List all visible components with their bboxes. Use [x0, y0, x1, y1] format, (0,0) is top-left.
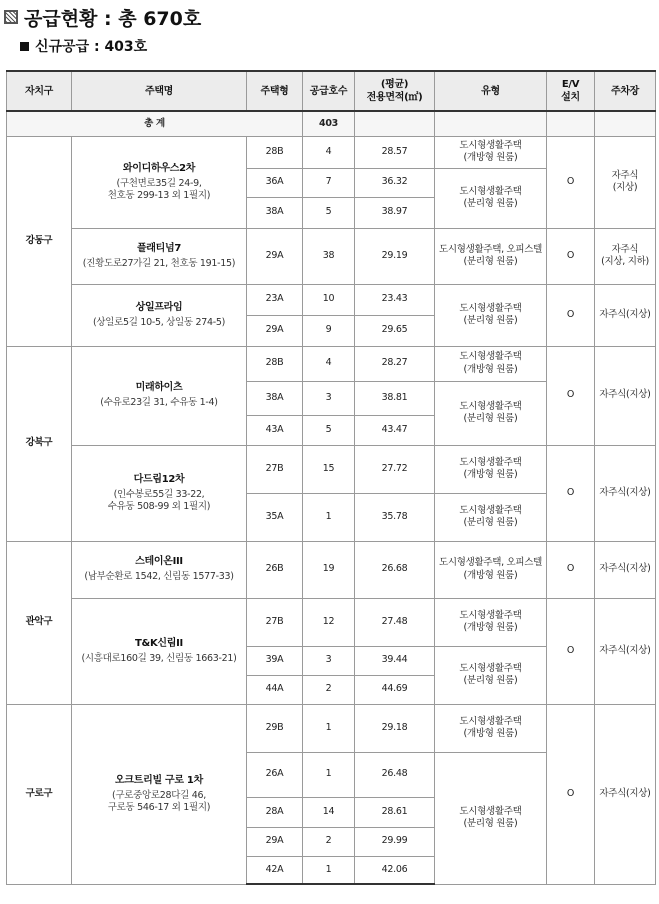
house-type-cell: 29A [247, 228, 303, 284]
category-line: (개방형 원룸) [463, 469, 518, 480]
supply-count-cell: 3 [303, 381, 355, 415]
table-row [7, 541, 656, 598]
parking-line: 자주식 [611, 169, 639, 181]
district-cell: 구로구 [7, 704, 72, 884]
house-type-cell: 23A [247, 284, 303, 315]
area-cell: 44.69 [355, 675, 435, 704]
parking-line: 자주식(지상) [599, 308, 651, 320]
supply-count-cell: 2 [303, 675, 355, 704]
parking-cell [595, 346, 656, 445]
area-cell: 23.43 [355, 284, 435, 315]
house-name-cell [72, 284, 247, 346]
table-row [7, 284, 656, 315]
house-address: (수유로23길 31, 수유동 1-4) [100, 397, 218, 409]
house-type-cell: 26B [247, 541, 303, 598]
header-ev [547, 71, 595, 111]
total-count: 403 [303, 111, 355, 136]
house-type-cell: 42A [247, 856, 303, 884]
section-subtitle-text: 신규공급 : 403호 [35, 39, 148, 55]
header-district: 자치구 [7, 71, 72, 111]
header-row [7, 71, 656, 111]
table-row [7, 136, 656, 168]
table-row [7, 445, 656, 493]
house-name: 상일프라임 [135, 301, 183, 313]
category-cell [435, 445, 547, 493]
house-address: 천호동 299-13 외 1필지) [107, 190, 211, 201]
supply-count-cell: 2 [303, 827, 355, 856]
ev-cell: O [547, 346, 595, 445]
house-name: 오크트리빌 구로 1차 [115, 774, 203, 786]
category-line: 도시형생활주택 [459, 662, 522, 674]
header-house-type: 주택형 [247, 71, 303, 111]
category-line: 도시형생활주택 [459, 504, 522, 516]
house-type-cell: 36A [247, 168, 303, 197]
table-row [7, 346, 656, 381]
house-address: (인수봉로55길 33-22, [113, 488, 205, 500]
category-line: 도시형생활주택 [459, 456, 522, 468]
parking-line: 자주식(지상) [599, 389, 651, 401]
house-type-cell: 26A [247, 752, 303, 797]
category-cell [435, 228, 547, 284]
house-name: T&K신림II [135, 637, 183, 649]
header-area-line2: 전용면적(㎡) [366, 92, 423, 103]
area-cell: 26.48 [355, 752, 435, 797]
supply-count-cell: 7 [303, 168, 355, 197]
category-line: 도시형생활주택 [459, 351, 522, 363]
house-name-cell [72, 228, 247, 284]
house-name-cell [72, 136, 247, 228]
category-line: 도시형생활주택 [459, 805, 522, 817]
supply-table [6, 70, 656, 885]
house-name: 다드림12차 [133, 473, 185, 485]
house-name: 와이디하우스2차 [122, 162, 196, 174]
house-address: (상일로5길 10-5, 상일동 274-5) [92, 316, 226, 328]
black-square-icon [20, 42, 29, 51]
parking-cell [595, 541, 656, 598]
category-line: (분리형 원룸) [463, 517, 518, 528]
category-line: 도시형생활주택, 오피스텔 [438, 243, 543, 255]
area-cell: 38.81 [355, 381, 435, 415]
supply-count-cell: 1 [303, 752, 355, 797]
house-name-cell [72, 704, 247, 884]
category-cell [435, 704, 547, 752]
area-cell: 29.99 [355, 827, 435, 856]
category-cell [435, 136, 547, 168]
category-cell [435, 346, 547, 381]
parking-line: 자주식(지상) [599, 644, 651, 656]
area-cell: 28.61 [355, 797, 435, 827]
area-cell: 38.97 [355, 197, 435, 228]
category-cell [435, 541, 547, 598]
house-type-cell: 38A [247, 197, 303, 228]
ev-cell: O [547, 598, 595, 704]
area-cell: 26.68 [355, 541, 435, 598]
district-cell: 강북구 [7, 346, 72, 541]
category-cell [435, 493, 547, 541]
house-name: 미래하이츠 [135, 382, 183, 394]
house-type-cell: 28B [247, 136, 303, 168]
supply-count-cell: 14 [303, 797, 355, 827]
house-name-cell [72, 541, 247, 598]
header-ev-line2: 설치 [561, 92, 580, 103]
supply-count-cell: 12 [303, 598, 355, 646]
house-name-cell [72, 598, 247, 704]
house-type-cell: 35A [247, 493, 303, 541]
house-name-cell [72, 445, 247, 541]
house-type-cell: 29A [247, 827, 303, 856]
table-row [7, 704, 656, 752]
house-name: 스테이온III [135, 556, 183, 568]
parking-line: 자주식(지상) [599, 486, 651, 498]
header-area [355, 71, 435, 111]
ev-cell: O [547, 704, 595, 884]
house-type-cell: 44A [247, 675, 303, 704]
category-line: (분리형 원룸) [463, 315, 518, 326]
supply-count-cell: 5 [303, 197, 355, 228]
category-cell [435, 381, 547, 445]
area-cell: 29.65 [355, 315, 435, 346]
header-parking: 주차장 [595, 71, 656, 111]
area-cell: 29.19 [355, 228, 435, 284]
category-line: 도시형생활주택, 오피스텔 [438, 557, 543, 569]
table-row [7, 598, 656, 646]
header-ev-line1: E/V [561, 79, 580, 90]
parking-cell [595, 598, 656, 704]
house-type-cell: 39A [247, 646, 303, 675]
ev-cell: O [547, 228, 595, 284]
house-address: (구천면로35길 24-9, [116, 177, 202, 189]
supply-count-cell: 3 [303, 646, 355, 675]
section-subtitle [20, 36, 147, 56]
house-address: (남부순환로 1542, 신림동 1577-33) [84, 571, 234, 583]
ev-cell: O [547, 445, 595, 541]
supply-count-cell: 9 [303, 315, 355, 346]
category-line: 도시형생활주택 [459, 302, 522, 314]
total-label: 총 계 [7, 111, 303, 136]
category-line: (개방형 원룸) [463, 569, 518, 581]
category-line: (분리형 원룸) [463, 675, 518, 686]
category-line: (개방형 원룸) [463, 152, 518, 163]
total-row [7, 111, 656, 136]
area-cell: 28.57 [355, 136, 435, 168]
category-cell [435, 598, 547, 646]
area-cell: 42.06 [355, 856, 435, 884]
parking-cell [595, 704, 656, 884]
house-type-cell: 29B [247, 704, 303, 752]
supply-count-cell: 10 [303, 284, 355, 315]
category-line: (개방형 원룸) [463, 363, 518, 375]
supply-count-cell: 4 [303, 136, 355, 168]
header-house-name: 주택명 [72, 71, 247, 111]
ev-cell: O [547, 541, 595, 598]
area-cell: 35.78 [355, 493, 435, 541]
house-address: (진황도로27가길 21, 천호동 191-15) [82, 257, 236, 269]
house-name-cell [72, 346, 247, 445]
category-line: 도시형생활주택 [459, 609, 522, 621]
supply-count-cell: 15 [303, 445, 355, 493]
supply-count-cell: 38 [303, 228, 355, 284]
page-title-text: 공급현황 : 총 670호 [24, 7, 202, 30]
ev-cell: O [547, 284, 595, 346]
parking-line: (지상, 지하) [601, 256, 649, 267]
house-type-cell: 27B [247, 445, 303, 493]
supply-count-cell: 1 [303, 856, 355, 884]
district-cell: 강동구 [7, 136, 72, 346]
category-line: (분리형 원룸) [463, 198, 518, 209]
area-cell: 29.18 [355, 704, 435, 752]
area-cell: 27.48 [355, 598, 435, 646]
category-line: (분리형 원룸) [463, 818, 518, 829]
house-name: 플래티넘7 [136, 242, 182, 254]
hatched-square-icon [4, 10, 18, 24]
house-address: 구로동 546-17 외 1필지) [107, 802, 211, 813]
category-line: 도시형생활주택 [459, 185, 522, 197]
area-cell: 27.72 [355, 445, 435, 493]
category-line: (분리형 원룸) [463, 256, 518, 267]
area-cell: 43.47 [355, 415, 435, 445]
parking-cell [595, 136, 656, 228]
area-cell: 39.44 [355, 646, 435, 675]
category-line: 도시형생활주택 [459, 400, 522, 412]
category-cell [435, 168, 547, 228]
parking-cell [595, 228, 656, 284]
category-cell [435, 752, 547, 884]
parking-cell [595, 445, 656, 541]
category-cell [435, 646, 547, 704]
category-cell [435, 284, 547, 346]
house-type-cell: 28B [247, 346, 303, 381]
supply-count-cell: 1 [303, 493, 355, 541]
header-supply-count: 공급호수 [303, 71, 355, 111]
page-title [4, 2, 201, 32]
house-type-cell: 43A [247, 415, 303, 445]
house-address: (시흥대로160길 39, 신림동 1663-21) [81, 652, 237, 664]
supply-count-cell: 4 [303, 346, 355, 381]
house-address: (구로중앙로28다길 46, [112, 789, 206, 801]
parking-line: 자주식(지상) [599, 787, 651, 799]
house-type-cell: 29A [247, 315, 303, 346]
ev-cell: O [547, 136, 595, 228]
supply-count-cell: 19 [303, 541, 355, 598]
house-type-cell: 27B [247, 598, 303, 646]
parking-cell [595, 284, 656, 346]
parking-line: 자주식(지상) [599, 563, 651, 575]
supply-count-cell: 1 [303, 704, 355, 752]
district-cell: 관악구 [7, 541, 72, 704]
header-category: 유형 [435, 71, 547, 111]
area-cell: 28.27 [355, 346, 435, 381]
supply-count-cell: 5 [303, 415, 355, 445]
category-line: (개방형 원룸) [463, 622, 518, 633]
house-address: 수유동 508-99 외 1필지) [107, 501, 211, 512]
house-type-cell: 28A [247, 797, 303, 827]
category-line: (개방형 원룸) [463, 728, 518, 739]
category-line: 도시형생활주택 [459, 139, 522, 151]
house-type-cell: 38A [247, 381, 303, 415]
parking-line: 자주식 [611, 243, 639, 255]
category-line: 도시형생활주택 [459, 715, 522, 727]
area-cell: 36.32 [355, 168, 435, 197]
category-line: (분리형 원룸) [463, 413, 518, 424]
table-row [7, 228, 656, 284]
header-area-line1: (평균) [380, 79, 409, 90]
parking-line: (지상) [612, 182, 638, 193]
